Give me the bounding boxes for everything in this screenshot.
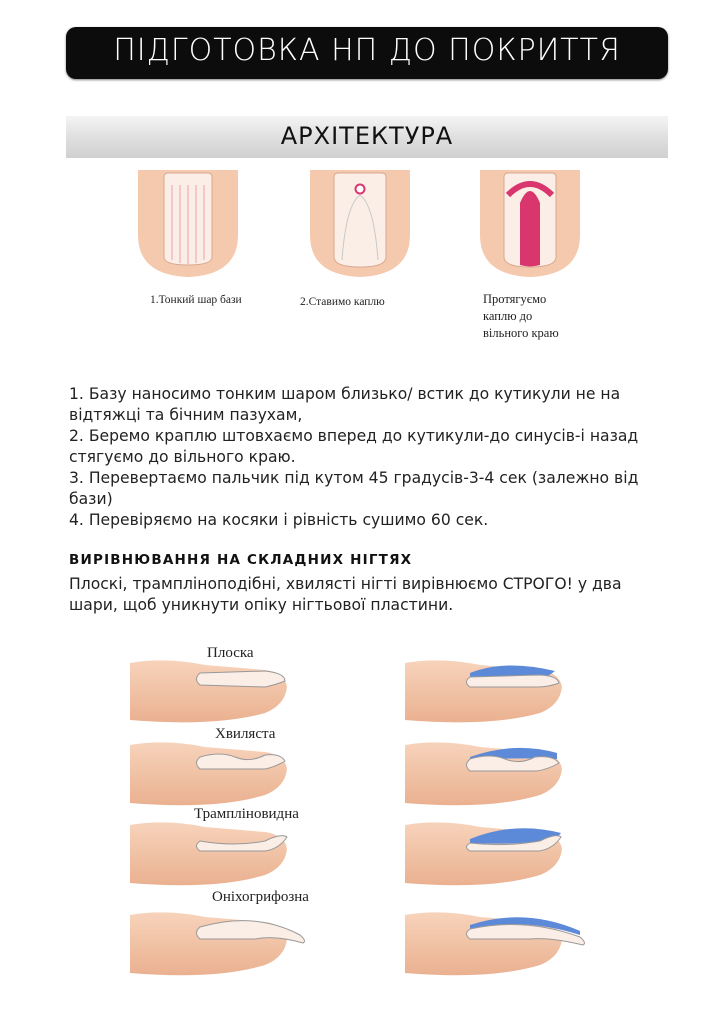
page-title-bar — [66, 27, 668, 79]
caption-step-2: 2.Ставимо каплю — [300, 296, 385, 308]
label-onychogryphosis: Оніхогрифозна — [212, 889, 309, 905]
section-title: АРХІТЕКТУРА — [280, 122, 454, 150]
label-flat: Плоска — [207, 645, 254, 661]
step-3-text: 3. Перевертаємо пальчик під кутом 45 градусів-3-4 сек (залежно від бази) — [69, 469, 639, 508]
nail-onychogryphosis-before — [130, 912, 304, 975]
section-header — [66, 116, 668, 158]
finger-place-drop — [310, 170, 410, 277]
nail-wavy-before — [130, 742, 287, 805]
nail-flat-after — [405, 660, 562, 722]
nail-onychogryphosis-after — [405, 912, 584, 975]
step-4-text: 4. Перевіряємо на косяки і рівність сушимо 60 сек. — [69, 511, 489, 529]
nail-ski-jump-before — [130, 822, 287, 885]
page-title: ПІДГОТОВКА НП ДО ПОКРИТТЯ — [113, 33, 621, 68]
step-1-text: 1. Базу наносимо тонким шаром близько/ встик до кутикули не на відтяжці та бічним пазухам, — [69, 385, 621, 424]
caption-step-3: Протягуємо каплю до вільного краю — [483, 292, 559, 340]
alignment-text: Плоскі, трамплінoподібні, хвилясті нігті вирівнюємо СТРОГО! у два шари, щоб уникнути опіку нігтьової пластини. — [69, 575, 622, 614]
nail-wavy-after — [405, 742, 562, 805]
step-2-text: 2. Беремо краплю штовхаємо вперед до кутикули-до синусів-і назад стягуємо до вільного краю. — [69, 427, 639, 466]
label-ski-jump: Трампліновидна — [194, 806, 299, 822]
alignment-heading: ВИРІВНЮВАННЯ НА СКЛАДНИХ НІГТЯХ — [69, 552, 413, 568]
caption-step-1: 1.Тонкий шар бази — [150, 294, 242, 306]
nail-flat-before — [130, 660, 287, 722]
label-wavy: Хвиляста — [215, 726, 276, 742]
nail-ski-jump-after — [405, 822, 562, 885]
finger-thin-base-layer — [138, 170, 238, 277]
finger-pull-drop — [480, 170, 580, 277]
